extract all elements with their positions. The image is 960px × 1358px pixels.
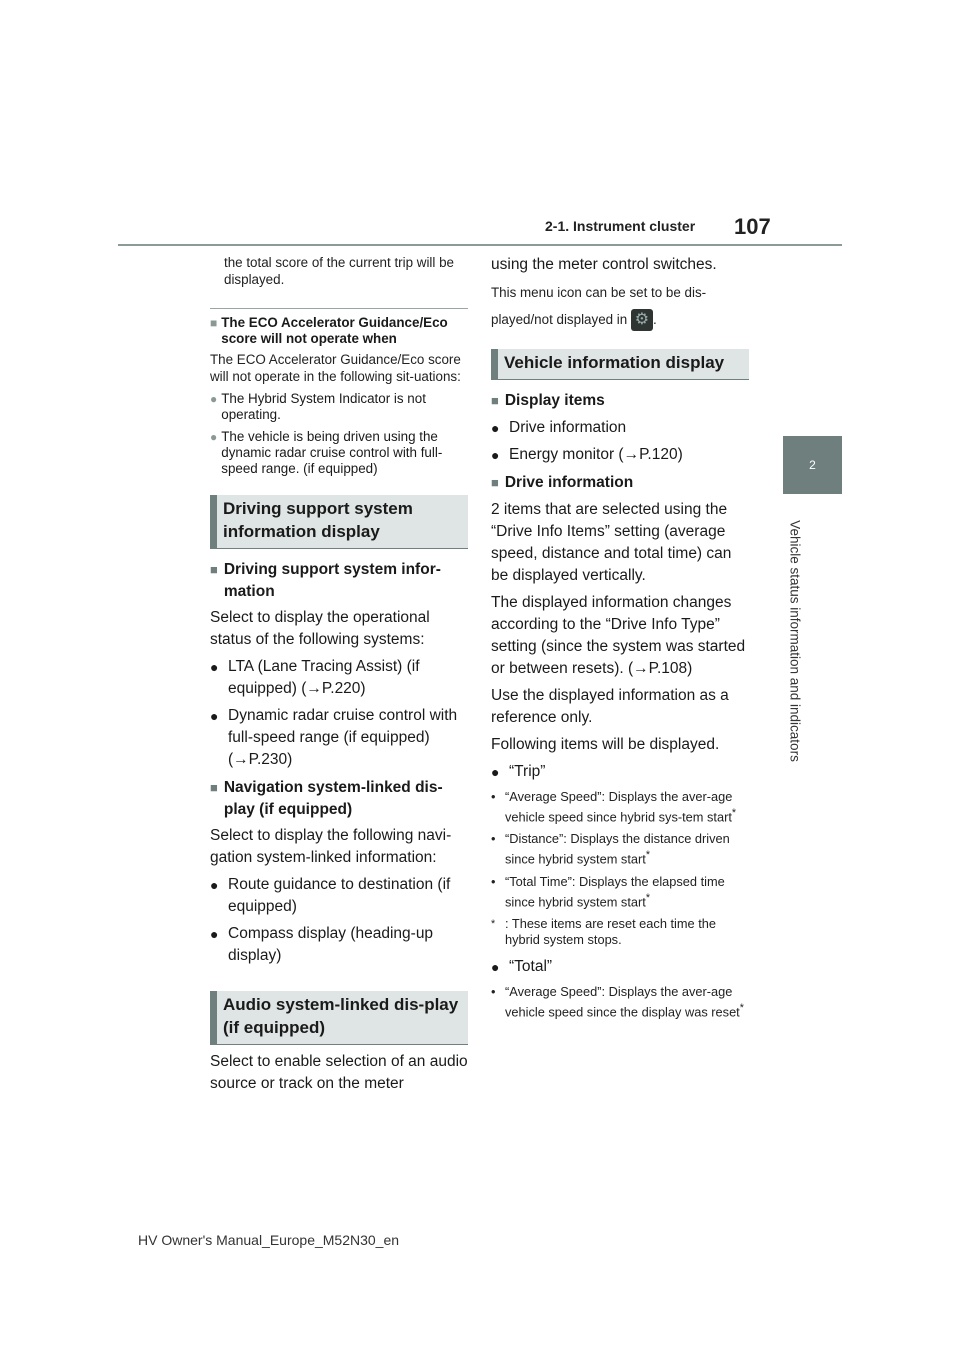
asterisk-note bbox=[491, 916, 749, 948]
note-divider bbox=[210, 308, 468, 309]
bullet-text: “Trip” bbox=[509, 763, 546, 780]
square-icon: ■ bbox=[210, 316, 218, 330]
subheading-navigation bbox=[210, 777, 468, 821]
dash-item bbox=[491, 874, 749, 910]
note-item-text: The vehicle is being driven using the dynamic radar cruise control with full-speed range. (if equipped) bbox=[221, 429, 443, 476]
bullet-text: Dynamic radar cruise control with full-speed range (if equipped) (→P.230) bbox=[228, 707, 458, 768]
dash-item bbox=[491, 831, 749, 867]
bullet-text: “Total” bbox=[509, 957, 553, 975]
asterisk: * bbox=[739, 1001, 744, 1014]
note-heading-text: The ECO Accelerator Guidance/Eco score will not operate when bbox=[221, 315, 448, 346]
bullet-item bbox=[210, 923, 468, 967]
left-column bbox=[210, 254, 468, 1095]
bullet-text: Route guidance to destination (if equipped) bbox=[228, 876, 451, 915]
dash-item bbox=[491, 789, 749, 825]
paragraph: The displayed information changes according to the “Drive Info Type” setting (since the system was started or between resets). (→P.108) bbox=[491, 594, 746, 677]
circle-bullet-icon: ● bbox=[210, 392, 218, 406]
section-heading-driving-support: Driving support system information display bbox=[210, 495, 468, 549]
chapter-side-label bbox=[775, 506, 815, 776]
dash-text: “Total Time”: Displays the elapsed time since hybrid system start* bbox=[505, 873, 725, 909]
asterisk: * bbox=[645, 849, 650, 862]
paragraph: Following items will be displayed. bbox=[491, 736, 720, 753]
bullet-item bbox=[210, 874, 468, 918]
bullet-icon: ● bbox=[210, 708, 219, 724]
note-text: The ECO Accelerator Guidance/Eco score will not operate in the following sit-uations: bbox=[210, 352, 461, 384]
square-icon: ■ bbox=[491, 475, 499, 490]
dash-item bbox=[491, 984, 749, 1020]
dash-bullet: • bbox=[491, 831, 496, 847]
paragraph: Select to display the operational status of the following systems: bbox=[210, 609, 430, 648]
page-number: 107 bbox=[734, 214, 771, 239]
bullet-icon: ● bbox=[491, 420, 500, 436]
bullet-item-trip bbox=[491, 761, 749, 783]
paragraph: Select to display the following navi-gation system-linked information: bbox=[210, 827, 452, 866]
icon-note-text: played/not displayed in bbox=[491, 312, 628, 327]
note-heading bbox=[210, 315, 468, 347]
dash-text: “Average Speed”: Displays the aver-age vehicle speed since the display was reset* bbox=[505, 983, 744, 1020]
bullet-text: Compass display (heading-up display) bbox=[228, 925, 434, 964]
chapter-title: Vehicle status information and indicators bbox=[787, 520, 803, 762]
paragraph: 2 items that are selected using the “Drive Info Items” setting (average speed, distance and total time) can be displayed vertically. bbox=[491, 501, 732, 584]
subheading-text: Driving support system infor-mation bbox=[223, 561, 441, 600]
footer-text: HV Owner's Manual_Europe_M52N30_en bbox=[138, 1232, 400, 1248]
subheading-drive-info bbox=[491, 472, 749, 494]
square-icon: ■ bbox=[491, 393, 499, 408]
dash-text: “Distance”: Displays the distance driven since hybrid system start* bbox=[505, 831, 730, 867]
chapter-number: 2 bbox=[809, 458, 816, 472]
square-icon: ■ bbox=[210, 562, 218, 577]
note-item-text: The Hybrid System Indicator is not operating. bbox=[221, 391, 426, 422]
bullet-icon: ● bbox=[210, 659, 219, 675]
circle-bullet-icon: ● bbox=[210, 430, 218, 444]
square-icon: ■ bbox=[210, 780, 218, 795]
icon-note-line2 bbox=[491, 307, 749, 333]
subheading-driving-support bbox=[210, 559, 468, 603]
bullet-text: Energy monitor (→P.120) bbox=[509, 446, 683, 463]
bullet-text: LTA (Lane Tracing Assist) (if equipped) (→P.220) bbox=[228, 658, 420, 697]
dash-bullet: • bbox=[491, 983, 496, 999]
bullet-item bbox=[210, 656, 468, 700]
gear-icon: ⚙ bbox=[631, 309, 653, 331]
subheading-text: Drive information bbox=[504, 474, 634, 491]
intro-text: the total score of the current trip will be displayed. bbox=[224, 255, 454, 287]
dash-bullet: • bbox=[491, 789, 496, 804]
bullet-text: Drive information bbox=[509, 419, 627, 436]
bullet-item bbox=[491, 444, 749, 466]
bullet-item bbox=[210, 705, 468, 771]
note-item bbox=[210, 429, 468, 477]
asterisk: * bbox=[645, 891, 650, 904]
icon-note-line1: This menu icon can be set to be dis- bbox=[491, 285, 707, 300]
note-item bbox=[210, 391, 468, 423]
bullet-icon: ● bbox=[491, 447, 500, 463]
section-title: 2-1. Instrument cluster bbox=[545, 218, 696, 234]
subheading-text: Display items bbox=[504, 392, 605, 409]
asterisk-note-text: : These items are reset each time the hybrid system stops. bbox=[505, 915, 717, 947]
bullet-icon: ● bbox=[491, 764, 500, 780]
chapter-tab bbox=[783, 436, 842, 494]
section-heading-audio: Audio system-linked dis-play (if equipped) bbox=[210, 991, 468, 1045]
bullet-icon: ● bbox=[210, 926, 219, 942]
subheading-display-items bbox=[491, 390, 749, 412]
bullet-icon: ● bbox=[491, 958, 500, 975]
bullet-item bbox=[491, 417, 749, 439]
dash-bullet: • bbox=[491, 873, 496, 889]
dash-text: “Average Speed”: Displays the aver-age vehicle speed since hybrid sys-tem start* bbox=[505, 789, 737, 825]
bullet-item-total bbox=[491, 956, 749, 978]
asterisk: * bbox=[731, 807, 737, 819]
header-rule bbox=[118, 244, 842, 246]
icon-note-end: . bbox=[652, 312, 657, 327]
bullet-icon: ● bbox=[210, 877, 219, 893]
paragraph: using the meter control switches. bbox=[491, 256, 717, 273]
paragraph: Select to enable selection of an audio source or track on the meter bbox=[210, 1053, 468, 1092]
right-column bbox=[491, 254, 749, 1020]
paragraph: Use the displayed information as a reference only. bbox=[491, 687, 729, 726]
asterisk-marker: * bbox=[491, 917, 496, 930]
subheading-text: Navigation system-linked dis-play (if equipped) bbox=[223, 779, 443, 818]
section-heading-vehicle-info: Vehicle information display bbox=[491, 349, 749, 380]
